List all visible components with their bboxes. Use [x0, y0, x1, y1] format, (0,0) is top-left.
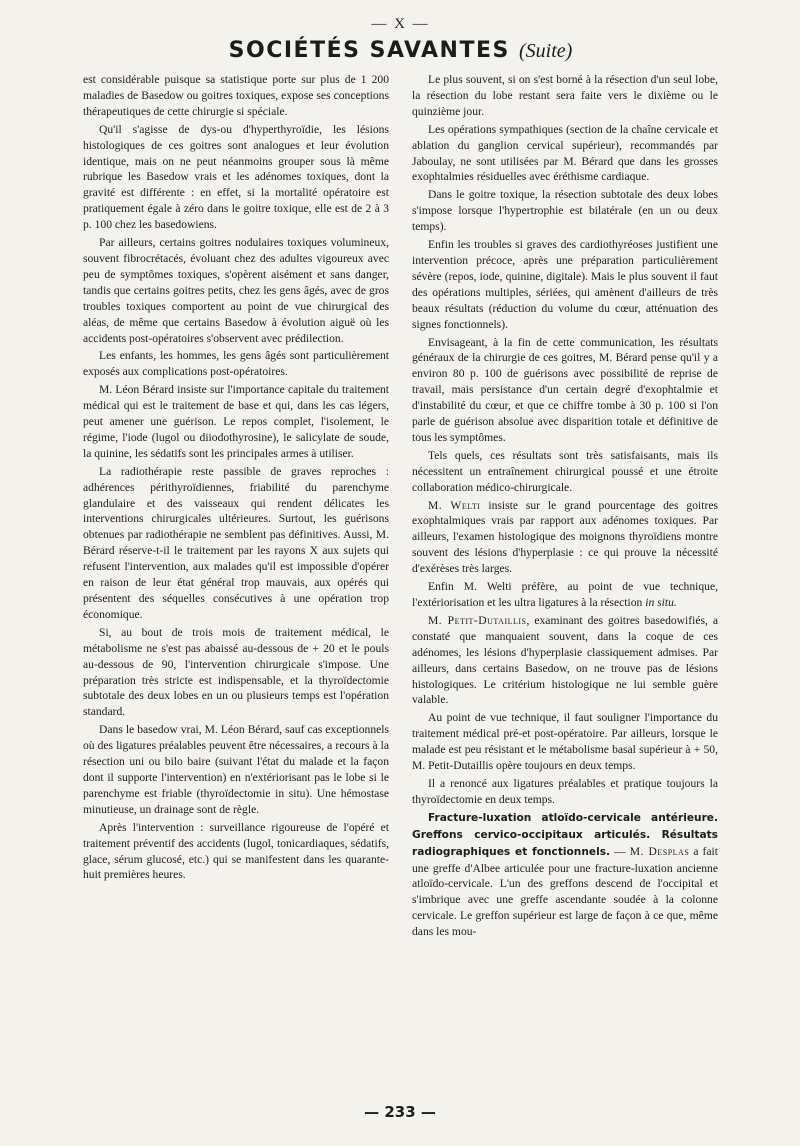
- paragraph-text: insiste sur le grand pourcentage des goitres exophtalmiques vrais par rapport aux adénomes toxiques. Par ailleurs, l'examen histologique des moignons thyroïdiens montre souvent des lésions d'hyperplasie : ce qui prouve la nécessité d'exérèses très larges.: [412, 498, 718, 576]
- page-heading: [83, 34, 718, 68]
- section-roman-numeral: — X —: [371, 16, 430, 32]
- heading-title: SOCIÉTÉS SAVANTES: [228, 38, 510, 63]
- paragraph-text: a fait une greffe d'Albee articulée pour une fracture-luxation ancienne atloïdo-cervicale. L'un des greffons descend de l'occipital et s'imbrique avec une greffe ascendante soudée à la colonne cervicale. Le greffon supérieur est large de façon à ce que, même dans les mou-: [412, 844, 718, 939]
- paragraph: Dans le goitre toxique, la résection subtotale des deux lobes s'impose lorsque l'hypertrophie est bilatérale (en un ou deux temps).: [412, 188, 718, 234]
- paragraph: La radiothérapie reste passible de graves reproches : adhérences périthyroïdiennes, friabilité du parenchyme glandulaire et des vaisseaux qui rendent délicates les interventions chirurgicales ultérieures. Surtout, les guérisons obtenues par radiothérapie ne semblent pas définitives. Aussi, M. Bérard réserve-t-il le traitement par les rayons X aux sujets qui refusent l'intervention, aux malades qu'il est impossible d'opérer en raison de leur état général trop mauvais, aux opérés qui présentent des séquelles consécutives à une opération trop économique.: [83, 464, 389, 621]
- paragraph-text: Enfin M. Welti préfère, au point de vue technique, l'extériorisation et les ultra ligatures à la résection: [412, 580, 718, 609]
- paragraph: est considérable puisque sa statistique porte sur plus de 1 200 maladies de Basedow ou goitres toxiques, expose ses conceptions thérapeutiques de cette chirurgie si spéciale.: [83, 73, 389, 118]
- paragraph: Envisageant, à la fin de cette communication, les résultats généraux de la chirurgie de ces goitres, M. Bérard pense qu'il y a environ 80 p. 100 de guérisons avec possibilité de reprise de travail, mais persistance d'un certain degré d'exophtalmie et d'instabilité du cœur, et que ce chiffre tombe à 30 p. 100 si l'on parle de guérison absolue avec disparition totale et définitive de tous les symptômes.: [412, 335, 718, 444]
- author-name: M. Desplas: [629, 844, 690, 858]
- paragraph: Après l'intervention : surveillance rigoureuse de l'opéré et traitement préventif des accidents (lugol, tonicardiaques, sédatifs, glace, sérum glucosé, etc.) qui se manifestent dans les quarante-huit premières heures.: [83, 820, 389, 882]
- paragraph: Les enfants, les hommes, les gens âgés sont particulièrement exposés aux complications post-opératoires.: [83, 349, 389, 379]
- right-column: [412, 72, 718, 940]
- text-columns: [83, 72, 718, 940]
- paragraph-welti: [412, 498, 718, 578]
- paragraph: Le plus souvent, si on s'est borné à la résection d'un seul lobe, la résection du lobe restant sera faite vers le dixième ou le quinzième jour.: [412, 73, 718, 118]
- left-column: [83, 72, 389, 940]
- paragraph-fracture: Fracture-luxation atloïdo-cervicale antérieure. Greffons cervico-occipitaux articulés. Résultats radiographiques et fonctionnels. — M. Desplas a fait une greffe d'Albee articulée pour une fracture-luxation ancienne atloïdo-cervicale. L'un des greffons descend de l'occipital et s'imbrique avec une greffe ascendante soudée à la colonne cervicale. Le greffon supérieur est large de façon à ce que, même dans les mou-: [412, 811, 718, 939]
- page-number: — 233 —: [364, 1103, 436, 1121]
- paragraph: Au point de vue technique, il faut souligner l'importance du traitement médical pré-et post-opératoire. Par ailleurs, lorsque le malade est peu résistant et le métabolisme basal supérieur à + 50, M. Petit-Dutaillis opère toujours en deux temps.: [412, 711, 718, 773]
- paragraph: Il a renoncé aux ligatures préalables et pratique toujours la thyroïdectomie en deux temps.: [412, 776, 718, 806]
- paragraph: Par ailleurs, certains goitres nodulaires toxiques volumineux, souvent fibrocrétacés, évoluant chez des adultes vigoureux avec peu de symptômes toxiques, s'opèrent aisément et sans danger, tandis que certains goitres petits, chez les gens âgés, avec de gros troubles toxiques comportent au point de vue chirurgical des aléas, de même que certains Basedow à évolution aiguë où les accidents post-opératoires s'observent avec prédilection.: [83, 236, 389, 345]
- communication-title: Fracture-luxation atloïdo-cervicale antérieure. Greffons cervico-occipitaux articulés. Résultats radiographiques et fonctionnels.: [412, 811, 718, 858]
- paragraph: Dans le basedow vrai, M. Léon Bérard, sauf cas exceptionnels où des ligatures préalables peuvent être nécessaires, a recours à la résection uni ou bilo baire (suivant l'état du malade et la façon dont il supporte l'intervention) en n'extériorisant pas le lobe si le parenchyme est friable (thyroïdectomie in situ). Une hémostase minutieuse, un drainage sont de règle.: [83, 723, 389, 816]
- italic-term: in situ.: [645, 596, 677, 609]
- paragraph: Si, au bout de trois mois de traitement médical, le métabolisme ne s'est pas abaissé au-dessous de + 20 et le pouls au-dessous de 90, l'intervention chirurgicale s'impose. Une préparation très stricte est indispensable, et la thyroïdectomie subtotale des deux lobes en un ou plusieurs temps est l'opération standard.: [83, 625, 389, 719]
- paragraph-text: , examinant des goitres basedowifiés, a constaté que manquaient souvent, dans la coque de ces adénomes, les lésions d'hyperplasie classiquement admises. Par ailleurs, dans certains Basedow, on ne trouve pas de lésions histologiques. Le critérium histologique ne lui semble guère valable.: [412, 613, 718, 707]
- paragraph: Qu'il s'agisse de dys-ou d'hyperthyroïdie, les lésions histologiques de ces goitres sont analogues et leur évolution identique, mais on ne peut néanmoins grouper sous là même rubrique les Basedow vrais et les adénomes toxiques, dont la gravité est différente : en effet, si la mortalité opératoire est pratiquement égale à zéro dans le goitre toxique, elle est de 2 à 3 p. 100 chez les basedowiens.: [83, 122, 389, 232]
- paragraph: M. Léon Bérard insiste sur l'importance capitale du traitement médical qui est le traitement de base et qui, dans les cas légers, peut amener une guérison. Le repos complet, l'isolement, le régime, l'iode (lugol ou diiodothyrosine), le salicylate de soude, la quinine, les sédatifs sont les principales armes à utiliser.: [83, 383, 389, 460]
- author-name: M. Welti: [428, 498, 481, 512]
- paragraph: [412, 579, 718, 611]
- author-name: M. Petit-Dutaillis: [428, 613, 527, 627]
- paragraph: Enfin les troubles si graves des cardiothyréoses justifient une intervention précoce, après une préparation particulièrement sévère (repos, iode, quinine, digitale). Mais le plus souvent il faut des opérations multiples, sériées, qui amènent d'ailleurs de très beaux résultats (réduction du volume du cœur, atténuation des signes fonctionnels).: [412, 238, 718, 331]
- heading-suffix: (Suite): [519, 40, 573, 62]
- paragraph-petit-dutaillis: [412, 613, 718, 708]
- paragraph: Les opérations sympathiques (section de la chaîne cervicale et ablation du ganglion cervical supérieur), recommandés par Jaboulay, ne sont utilisées par M. Bérard que dans les grosses exophtalmies résiduelles avec éréthisme cardiaque.: [412, 122, 718, 184]
- paragraph: Tels quels, ces résultats sont très satisfaisants, mais ils nécessitent un entraînement chirurgical poussé et une étroite collaboration médico-chirurgicale.: [412, 448, 718, 494]
